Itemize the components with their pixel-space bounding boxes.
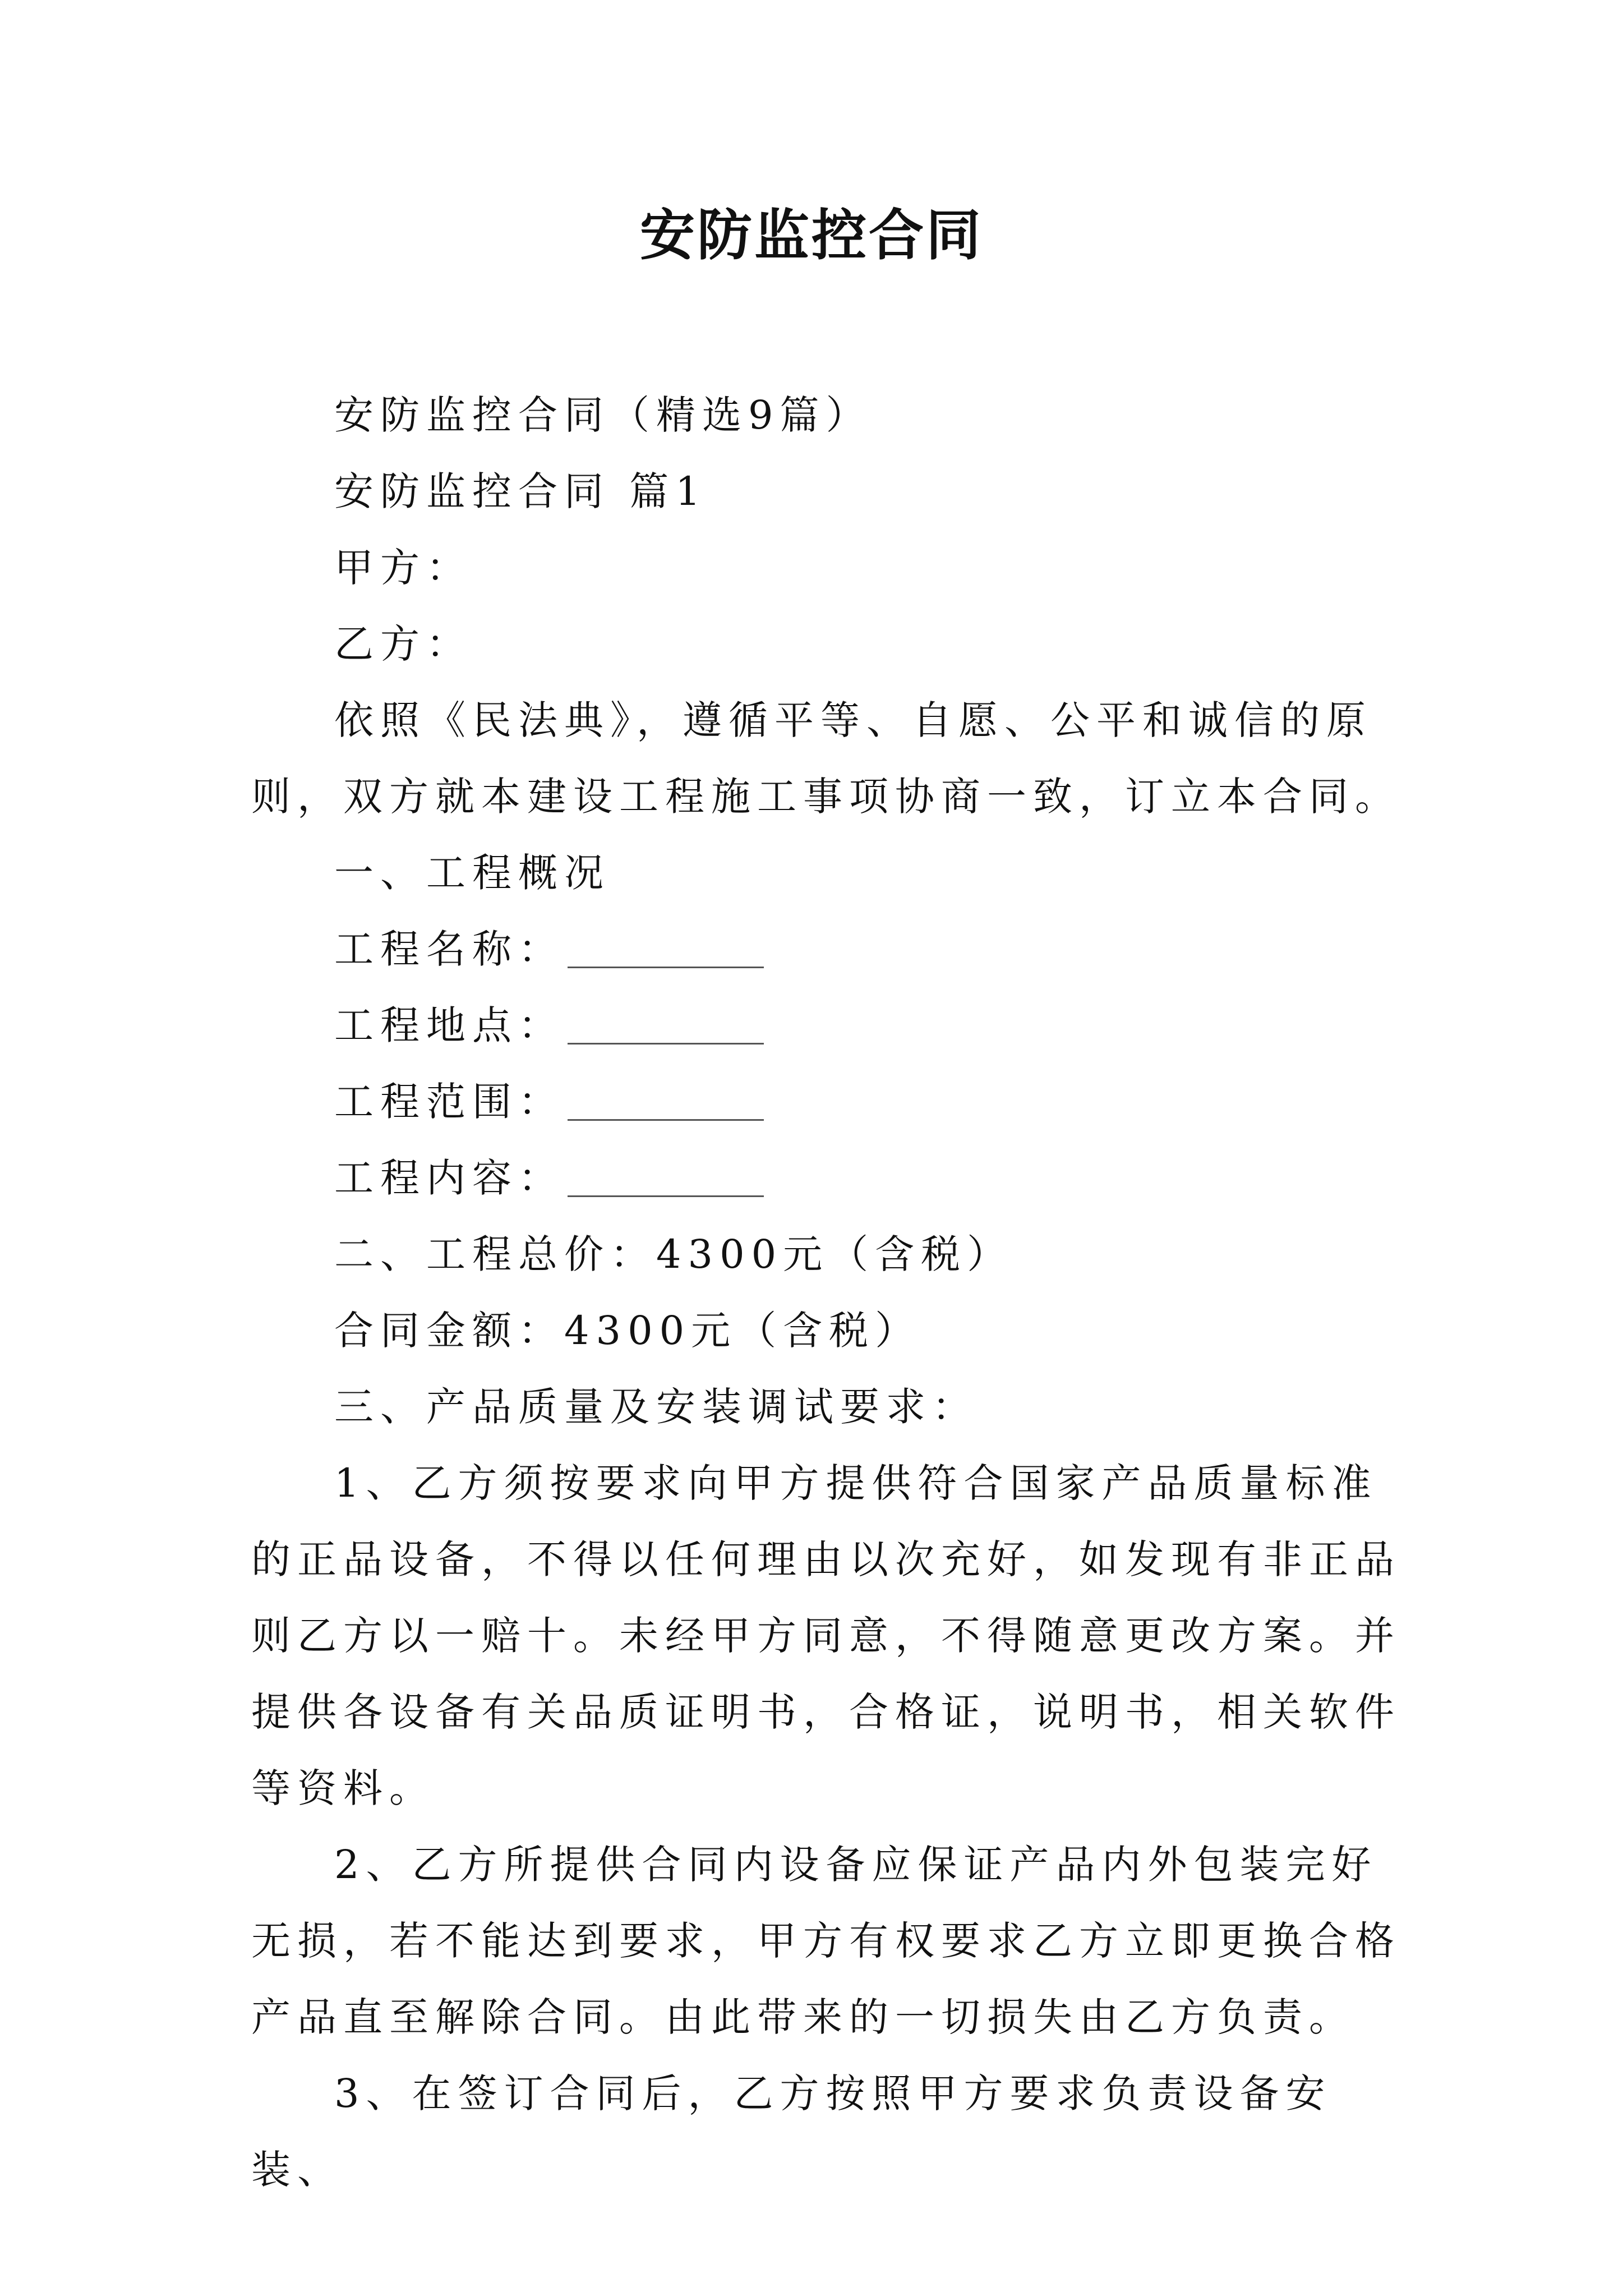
project-location-label: 工程地点： <box>334 1002 564 1048</box>
project-name-label: 工程名称： <box>334 926 564 972</box>
project-scope-label: 工程范围： <box>334 1079 564 1125</box>
party-a: 甲方： <box>334 545 472 591</box>
project-name-row <box>251 911 1418 987</box>
preamble-paragraph: 依照《民法典》，遵循平等、自愿、公平和诚信的原则，双方就本建设工程施工事项协商一致，订立本合同。 <box>251 697 1401 820</box>
project-location-blank <box>568 1043 764 1045</box>
clause-1-paragraph: 1、乙方须按要求向甲方提供符合国家产品质量标准的正品设备，不得以任何理由以次充好，如发现有非正品则乙方以一赔十。未经甲方同意，不得随意更改方案。并提供各设备有关品质证明书，合格证，说明书，相关软件等资料。 <box>251 1460 1401 1811</box>
subtitle: 安防监控合同（精选9篇） <box>334 392 872 438</box>
section-heading: 安防监控合同 篇1 <box>334 468 707 514</box>
section3-heading: 三、产品质量及安装调试要求： <box>334 1384 978 1430</box>
project-content-blank <box>568 1195 764 1197</box>
document-body <box>251 377 1418 2208</box>
clause-3-paragraph: 3、在签订合同后，乙方按照甲方要求负责设备安装、 <box>251 2070 1332 2193</box>
project-content-label: 工程内容： <box>334 1155 564 1201</box>
project-scope-blank <box>568 1119 764 1121</box>
clause-2-paragraph: 2、乙方所提供合同内设备应保证产品内外包装完好无损，若不能达到要求，甲方有权要求乙方立即更换合格产品直至解除合同。由此带来的一切损失由乙方负责。 <box>251 1842 1401 2040</box>
party-b: 乙方： <box>334 621 472 667</box>
project-scope-row <box>251 1064 1418 1140</box>
contract-amount-line: 合同金额：4300元（含税） <box>334 1308 921 1354</box>
project-content-row <box>251 1140 1418 1216</box>
project-location-row <box>251 987 1418 1064</box>
document-title: 安防监控合同 <box>639 204 983 268</box>
project-name-blank <box>568 967 764 968</box>
section1-heading: 一、工程概况 <box>334 850 610 896</box>
total-price-line: 二、工程总价：4300元（含税） <box>334 1231 1013 1277</box>
